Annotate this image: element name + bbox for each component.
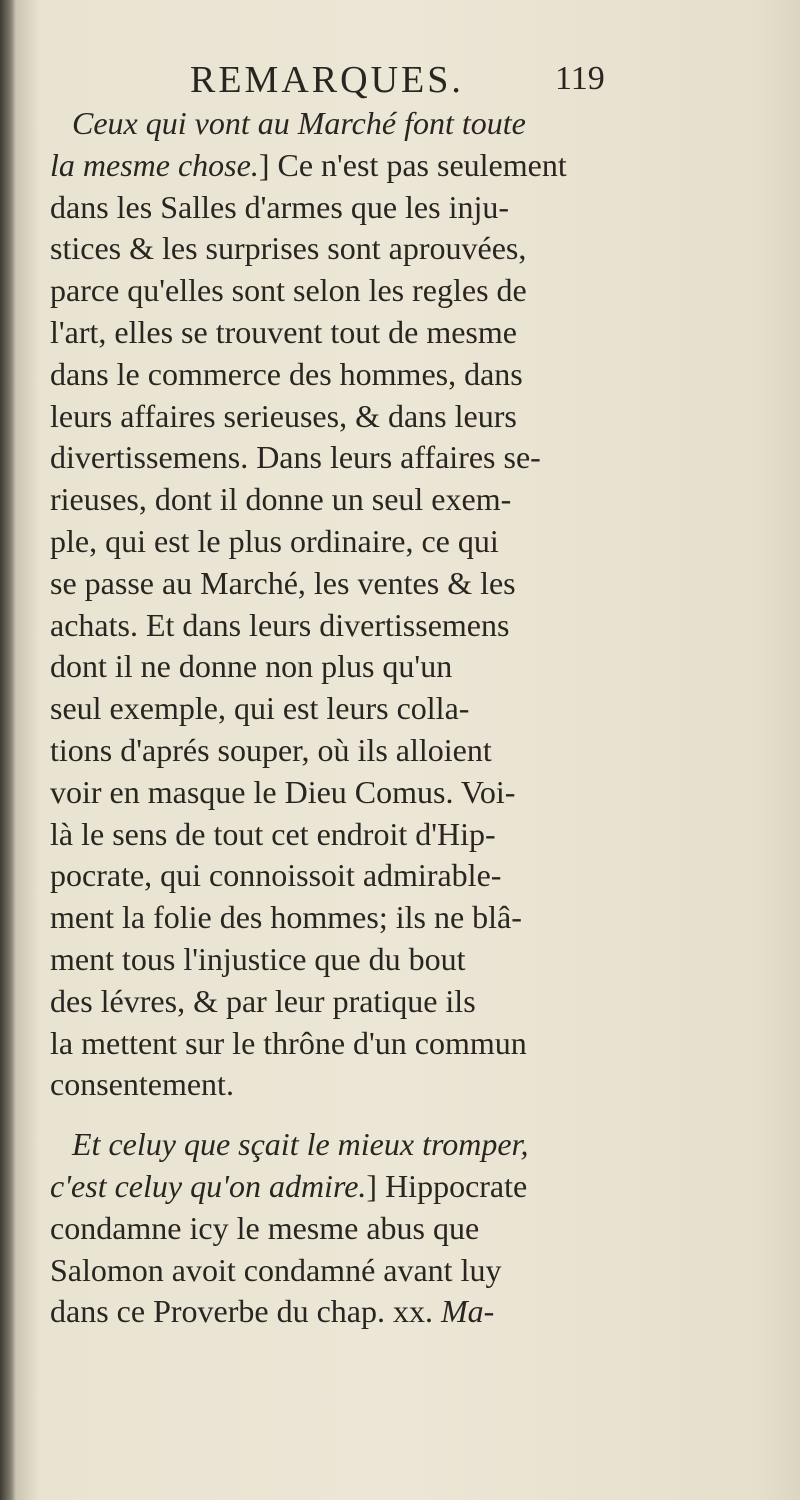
book-spine-shadow (0, 0, 16, 1500)
text-line: dans le commerce des hommes, dans (50, 355, 523, 392)
text-line: dont il ne donne non plus qu'un (50, 648, 453, 685)
text-line: consentement. (50, 1066, 234, 1103)
page-number: 119 (555, 60, 605, 97)
text-line: ment tous l'injustice que du bout (50, 940, 466, 977)
text-line: dans les Salles d'armes que les inju- (50, 188, 509, 225)
paragraph-2 (50, 1124, 640, 1333)
text-line: Ceux qui vont au Marché font toute (72, 105, 526, 141)
text-line: ment la folie des hommes; ils ne blâ- (50, 899, 522, 936)
running-head: REMARQUES. (190, 59, 464, 101)
text-line: se passe au Marché, les ventes & les (50, 564, 516, 601)
text-line: c'est celuy qu'on admire.] Hippocrate (50, 1167, 528, 1204)
text-line: dans ce Proverbe du chap. xx. Ma- (50, 1293, 495, 1330)
text-line: stices & les surprises sont aprouvées, (50, 230, 527, 267)
text-line: l'art, elles se trouvent tout de mesme (50, 313, 517, 350)
text-line: des lévres, & par leur pratique ils (50, 982, 476, 1019)
paragraph-1 (50, 103, 640, 1106)
text-line: parce qu'elles sont selon les regles de (50, 272, 527, 309)
text-line: là le sens de tout cet endroit d'Hip- (50, 815, 496, 852)
body-text (50, 103, 640, 1333)
text-line: ple, qui est le plus ordinaire, ce qui (50, 522, 499, 559)
text-line: voir en masque le Dieu Comus. Voi- (50, 773, 516, 810)
text-line: rieuses, dont il donne un seul exem- (50, 481, 512, 518)
text-line: achats. Et dans leurs divertissemens (50, 606, 510, 643)
text-line: divertissemens. Dans leurs affaires se- (50, 439, 541, 476)
text-line: Et celuy que sçait le mieux tromper, (72, 1126, 529, 1163)
text-line: la mettent sur le thrône d'un commun (50, 1024, 527, 1061)
text-line: la mesme chose.] Ce n'est pas seulement (50, 146, 567, 183)
text-line: pocrate, qui connoissoit admirable- (50, 857, 502, 894)
text-line: leurs affaires serieuses, & dans leurs (50, 397, 517, 434)
text-line: condamne icy le mesme abus que (50, 1209, 480, 1246)
text-line: Salomon avoit condamné avant luy (50, 1251, 502, 1288)
paragraph-gap (50, 1106, 640, 1124)
text-line: seul exemple, qui est leurs colla- (50, 690, 470, 727)
page-header (50, 58, 630, 108)
text-line: tions d'aprés souper, où ils alloient (50, 731, 492, 768)
